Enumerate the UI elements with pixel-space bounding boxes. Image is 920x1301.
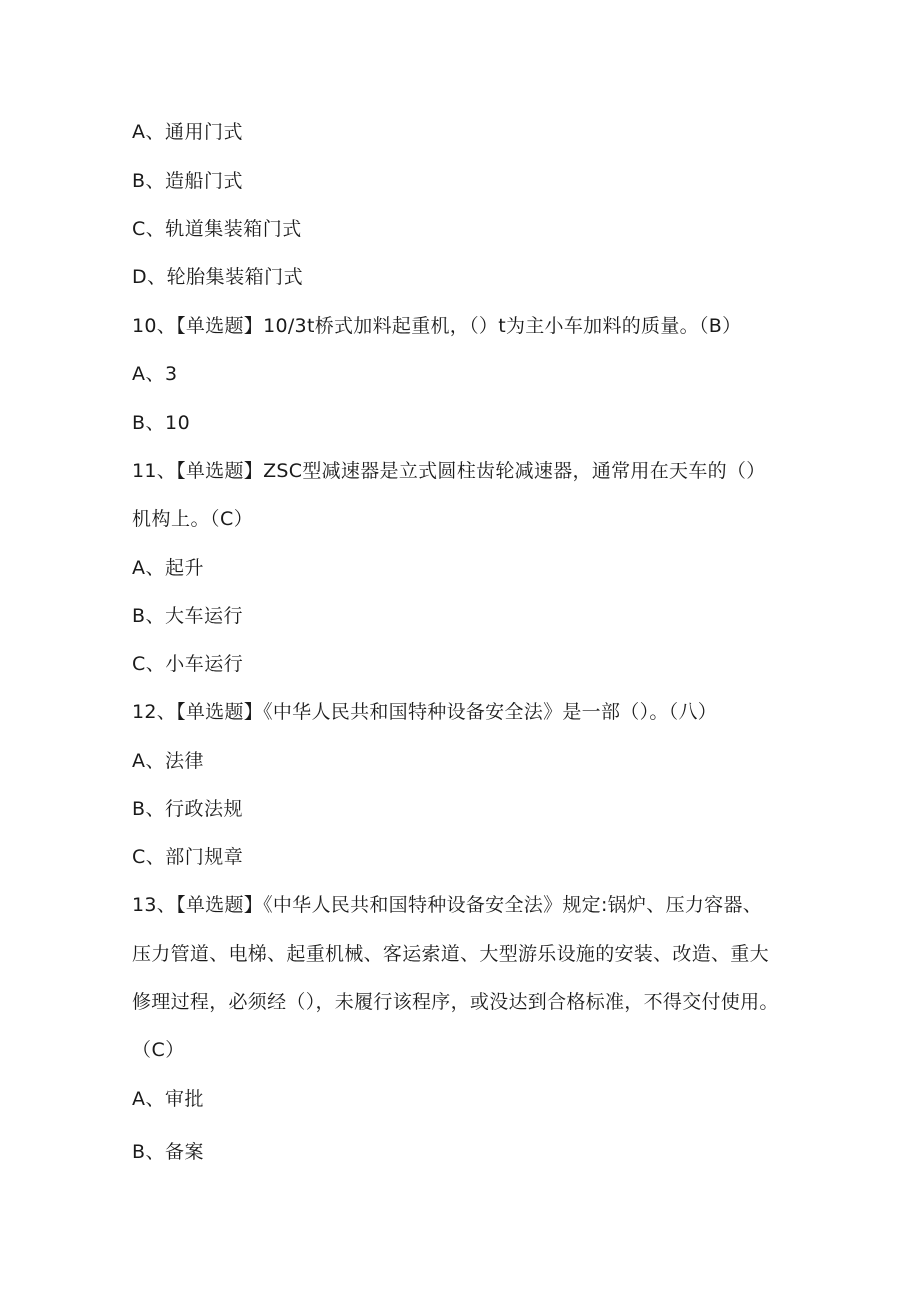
question-10: 10、【单选题】10/3t桥式加料起重机，（）t为主小车加料的质量。（B） xyxy=(132,315,742,337)
option-a-q9: A、通用门式 xyxy=(132,121,243,143)
question-11-line2: 机构上。（C） xyxy=(132,508,254,530)
option-a-q13: A、审批 xyxy=(132,1088,204,1110)
option-b-q13: B、备案 xyxy=(132,1141,205,1163)
option-a-q10: A、3 xyxy=(132,363,178,385)
option-c-q9: C、轨道集装箱门式 xyxy=(132,218,302,240)
question-11-line1: 11、【单选题】ZSC型减速器是立式圆柱齿轮减速器，通常用在天车的（） xyxy=(132,460,766,482)
option-a-q11: A、起升 xyxy=(132,557,204,579)
option-b-q9: B、造船门式 xyxy=(132,170,244,192)
option-b-q10: B、10 xyxy=(132,412,191,434)
question-13-line3: 修理过程，必须经（），未履行该程序，或没达到合格标准，不得交付使用。 xyxy=(132,991,779,1013)
option-d-q9: D、轮胎集装箱门式 xyxy=(132,266,304,288)
question-13-line2: 压力管道、电梯、起重机械、客运索道、大型游乐设施的安装、改造、重大 xyxy=(132,943,769,965)
question-13-line1: 13、【单选题】《中华人民共和国特种设备安全法》规定:锅炉、压力容器、 xyxy=(132,894,763,916)
question-13-answer: （C） xyxy=(132,1039,185,1061)
question-12: 12、【单选题】《中华人民共和国特种设备安全法》是一部（）。（八） xyxy=(132,701,718,723)
option-c-q12: C、部门规章 xyxy=(132,846,244,868)
option-b-q11: B、大车运行 xyxy=(132,605,244,627)
option-a-q12: A、法律 xyxy=(132,750,204,772)
option-b-q12: B、行政法规 xyxy=(132,798,244,820)
option-c-q11: C、小车运行 xyxy=(132,653,244,675)
